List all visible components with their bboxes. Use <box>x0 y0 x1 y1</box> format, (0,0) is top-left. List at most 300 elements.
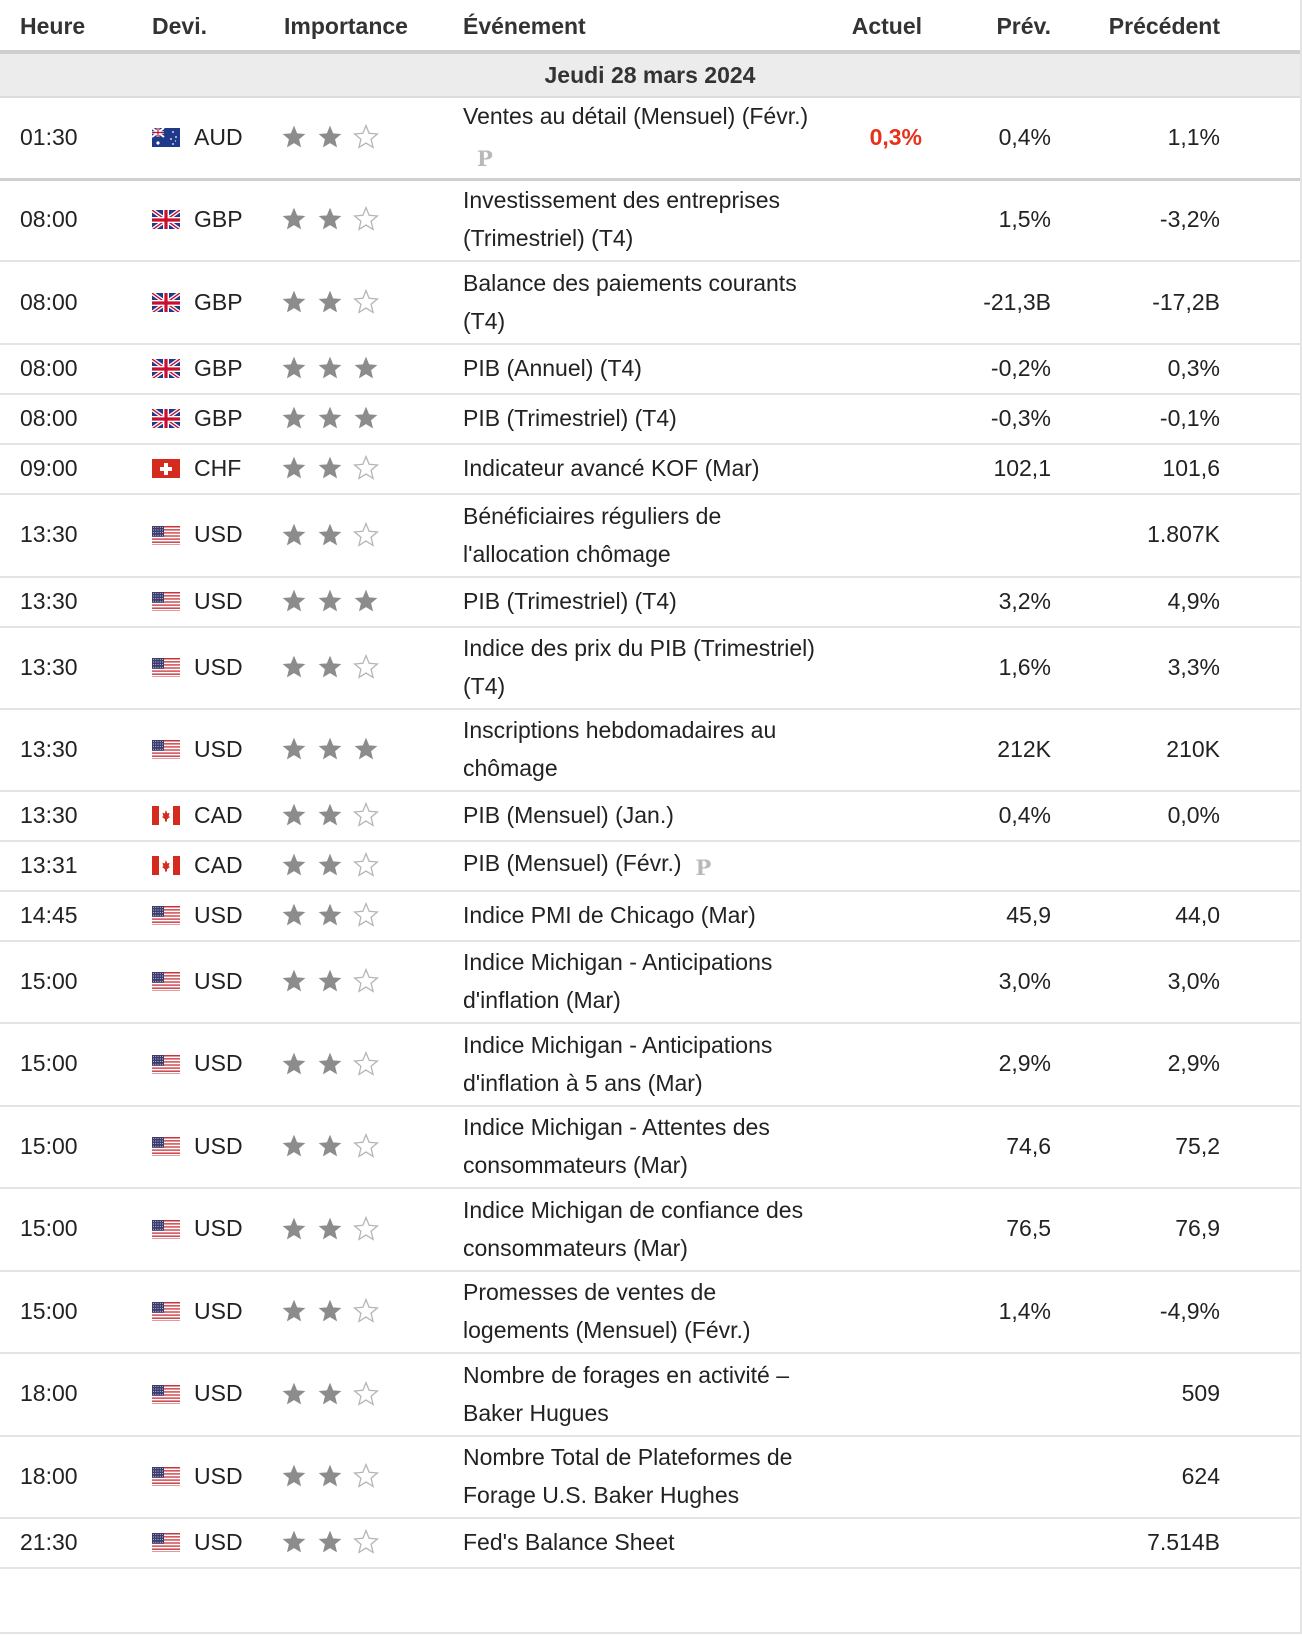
event-forecast: 212K <box>997 735 1051 762</box>
star-empty-icon <box>353 1133 379 1159</box>
importance-rating <box>281 1105 389 1187</box>
event-currency <box>152 1435 243 1517</box>
importance-rating <box>281 790 389 840</box>
event-name-cell[interactable] <box>463 343 823 393</box>
star-filled-icon <box>317 1133 343 1159</box>
star-filled-icon <box>317 522 343 548</box>
event-currency <box>152 1187 243 1270</box>
table-row[interactable] <box>0 1352 1300 1437</box>
importance-rating <box>281 393 389 443</box>
event-name[interactable] <box>463 796 674 834</box>
header-event[interactable]: Événement <box>463 13 586 39</box>
table-row[interactable] <box>0 576 1300 628</box>
currency-code: USD <box>194 967 243 994</box>
table-row[interactable] <box>0 393 1300 445</box>
event-time: 18:00 <box>20 1380 78 1406</box>
star-filled-icon <box>281 736 307 762</box>
header-currency[interactable]: Devi. <box>152 13 207 39</box>
importance-rating <box>281 840 389 890</box>
event-forecast: 0,4% <box>998 801 1051 828</box>
event-forecast: 102,1 <box>993 454 1051 481</box>
star-filled-icon <box>281 1298 307 1324</box>
ca-flag-icon <box>152 855 180 875</box>
currency-code: USD <box>194 901 243 928</box>
event-previous: 3,0% <box>1167 967 1220 994</box>
table-row[interactable] <box>0 178 1300 262</box>
event-forecast: 1,6% <box>998 653 1051 680</box>
currency-code: CAD <box>194 851 243 878</box>
gb-flag-icon <box>152 408 180 428</box>
star-empty-icon <box>353 1051 379 1077</box>
header-importance[interactable]: Importance <box>284 13 408 39</box>
event-name-text[interactable]: Fed's Balance Sheet <box>463 1529 675 1555</box>
star-filled-icon <box>317 355 343 381</box>
currency-code: USD <box>194 1380 243 1406</box>
event-time: 13:30 <box>20 587 78 614</box>
currency-code: USD <box>194 1297 243 1324</box>
star-filled-icon <box>281 289 307 315</box>
event-time: 18:00 <box>20 1462 78 1489</box>
event-forecast: 0,4% <box>998 123 1051 150</box>
event-currency <box>152 393 243 443</box>
event-name[interactable] <box>463 711 823 787</box>
event-name-text[interactable]: Balance des paiements courants (T4) <box>463 270 797 334</box>
star-filled-icon <box>317 405 343 431</box>
event-name-cell[interactable] <box>463 1105 823 1187</box>
event-name-cell[interactable] <box>463 493 823 576</box>
event-currency <box>152 1022 243 1105</box>
event-forecast: 76,5 <box>1006 1215 1051 1241</box>
us-flag-icon <box>152 1384 180 1404</box>
event-name-text[interactable]: Indice des prix du PIB (Trimestriel) (T4) <box>463 635 815 699</box>
star-filled-icon <box>317 1381 343 1407</box>
table-row[interactable] <box>0 443 1300 495</box>
event-name-cell[interactable] <box>463 1435 823 1517</box>
star-filled-icon <box>281 588 307 614</box>
event-name-text[interactable]: Indice Michigan - Anticipations d'inflation (Mar) <box>463 949 773 1013</box>
star-filled-icon <box>317 1529 343 1555</box>
event-currency <box>152 493 243 576</box>
header-actual[interactable]: Actuel <box>851 13 922 39</box>
star-empty-icon <box>353 1381 379 1407</box>
importance-rating <box>281 1517 389 1567</box>
event-name-cell[interactable] <box>463 1517 823 1567</box>
event-name-text[interactable]: Indice Michigan de confiance des consommateurs (Mar) <box>463 1196 804 1261</box>
star-empty-icon <box>353 1216 379 1242</box>
event-name-text[interactable]: Indice PMI de Chicago (Mar) <box>463 902 756 928</box>
us-flag-icon <box>152 1136 180 1156</box>
table-row[interactable] <box>0 261 1300 345</box>
star-filled-icon <box>317 588 343 614</box>
us-flag-icon <box>152 1532 180 1552</box>
event-forecast: 3,0% <box>998 967 1051 994</box>
day-separator: Jeudi 28 mars 2024 <box>0 54 1300 98</box>
us-flag-icon <box>152 1301 180 1321</box>
event-name-cell[interactable] <box>463 1187 823 1270</box>
star-filled-icon <box>317 455 343 481</box>
event-previous: 1,1% <box>1167 123 1220 150</box>
star-empty-icon <box>353 1463 379 1489</box>
event-name[interactable] <box>463 1026 823 1102</box>
event-name[interactable] <box>463 896 756 934</box>
event-name-cell[interactable] <box>463 708 823 790</box>
gb-flag-icon <box>152 358 180 378</box>
event-time: 01:30 <box>20 123 78 150</box>
event-name-cell[interactable] <box>463 626 823 708</box>
event-currency <box>152 443 241 493</box>
importance-rating <box>281 1022 389 1105</box>
event-name-text[interactable]: Indice Michigan - Anticipations d'inflation à 5 ans (Mar) <box>463 1031 773 1096</box>
event-name-cell[interactable] <box>463 1022 823 1105</box>
event-previous: 76,9 <box>1175 1215 1220 1241</box>
event-name-cell[interactable] <box>463 393 823 443</box>
table-row[interactable] <box>0 708 1300 792</box>
event-currency <box>152 343 243 393</box>
event-name-cell[interactable] <box>463 790 823 840</box>
importance-rating <box>281 493 389 576</box>
event-name[interactable] <box>463 399 677 437</box>
event-name-text[interactable]: Bénéficiaires réguliers de l'allocation chômage <box>463 502 722 567</box>
currency-code: USD <box>194 1528 243 1555</box>
importance-rating <box>281 96 389 178</box>
event-name[interactable] <box>463 1523 675 1561</box>
header-previous[interactable]: Précédent <box>1108 13 1220 39</box>
table-row[interactable] <box>0 343 1300 395</box>
star-filled-icon <box>353 736 379 762</box>
star-empty-icon <box>353 289 379 315</box>
event-previous: 7.514B <box>1147 1528 1220 1555</box>
event-name-text[interactable]: PIB (Mensuel) (Jan.) <box>463 802 674 828</box>
event-currency <box>152 626 243 708</box>
event-previous: -17,2B <box>1152 288 1220 315</box>
us-flag-icon <box>152 525 180 545</box>
star-filled-icon <box>317 902 343 928</box>
event-currency <box>152 96 243 178</box>
star-filled-icon <box>317 736 343 762</box>
currency-code: USD <box>194 735 243 762</box>
star-filled-icon <box>317 802 343 828</box>
event-time: 15:00 <box>20 967 78 994</box>
star-filled-icon <box>281 1381 307 1407</box>
event-previous: 101,6 <box>1162 454 1220 481</box>
star-filled-icon <box>353 355 379 381</box>
star-filled-icon <box>281 1216 307 1242</box>
event-currency <box>152 1105 243 1187</box>
event-currency <box>152 1517 243 1567</box>
event-time: 08:00 <box>20 205 78 232</box>
star-empty-icon <box>353 1529 379 1555</box>
event-name-cell[interactable] <box>463 261 823 343</box>
ch-flag-icon <box>152 458 180 478</box>
event-currency <box>152 261 243 343</box>
table-row[interactable] <box>0 1435 1300 1519</box>
currency-code: CHF <box>194 454 242 481</box>
event-previous: 624 <box>1181 1462 1220 1489</box>
star-empty-icon <box>353 852 379 878</box>
event-name[interactable] <box>463 844 711 887</box>
event-currency <box>152 840 243 890</box>
event-name[interactable] <box>463 497 823 573</box>
currency-code: USD <box>194 521 243 547</box>
star-filled-icon <box>353 405 379 431</box>
star-empty-icon <box>353 654 379 680</box>
importance-rating <box>281 1270 389 1352</box>
event-name-cell[interactable] <box>463 940 823 1022</box>
star-filled-icon <box>317 206 343 232</box>
star-filled-icon <box>317 1298 343 1324</box>
event-name[interactable] <box>463 1356 823 1432</box>
event-name[interactable] <box>463 1191 823 1267</box>
currency-code: USD <box>194 587 243 614</box>
event-name-text[interactable]: PIB (Annuel) (T4) <box>463 355 642 381</box>
event-name-cell[interactable] <box>463 1352 823 1435</box>
header-time[interactable]: Heure <box>20 13 86 39</box>
currency-code: USD <box>194 1215 243 1241</box>
event-name-text[interactable]: Ventes au détail (Mensuel) (Févr.) <box>463 102 809 129</box>
event-previous: 4,9% <box>1167 587 1220 614</box>
event-time: 08:00 <box>20 354 78 381</box>
us-flag-icon <box>152 971 180 991</box>
star-filled-icon <box>281 852 307 878</box>
importance-rating <box>281 890 389 940</box>
us-flag-icon <box>152 1054 180 1074</box>
ca-flag-icon <box>152 805 180 825</box>
event-name-text[interactable]: Nombre de forages en activité – Baker Hugues <box>463 1361 790 1426</box>
event-currency <box>152 708 243 790</box>
event-name-cell[interactable] <box>463 840 823 890</box>
event-forecast: 1,4% <box>998 1297 1051 1324</box>
us-flag-icon <box>152 905 180 925</box>
star-filled-icon <box>281 355 307 381</box>
event-forecast: 45,9 <box>1006 901 1051 928</box>
event-name-cell[interactable] <box>463 1270 823 1352</box>
star-filled-icon <box>353 588 379 614</box>
star-filled-icon <box>317 654 343 680</box>
event-name[interactable] <box>463 349 642 387</box>
currency-code: CAD <box>194 801 243 828</box>
star-filled-icon <box>281 1463 307 1489</box>
us-flag-icon <box>152 1219 180 1239</box>
importance-rating <box>281 940 389 1022</box>
event-name-text[interactable]: Inscriptions hebdomadaires au chômage <box>463 717 777 781</box>
table-row[interactable] <box>0 96 1300 181</box>
event-previous: 2,9% <box>1167 1050 1220 1076</box>
event-time: 21:30 <box>20 1528 78 1555</box>
importance-rating <box>281 1187 389 1270</box>
event-currency <box>152 576 243 626</box>
star-filled-icon <box>317 852 343 878</box>
currency-code: USD <box>194 653 243 680</box>
event-previous: -4,9% <box>1159 1297 1220 1324</box>
event-time: 13:30 <box>20 735 78 762</box>
event-name[interactable] <box>463 449 760 487</box>
table-row[interactable] <box>0 790 1300 842</box>
event-name-text[interactable]: Nombre Total de Plateformes de Forage U.S. Baker Hughes <box>463 1444 793 1508</box>
event-currency <box>152 178 243 260</box>
importance-rating <box>281 343 389 393</box>
table-row[interactable] <box>0 940 1300 1024</box>
event-time: 13:30 <box>20 521 78 547</box>
event-time: 15:00 <box>20 1050 78 1076</box>
event-name-cell[interactable] <box>463 443 823 493</box>
event-time: 13:31 <box>20 851 78 878</box>
star-empty-icon <box>353 124 379 150</box>
event-previous: 509 <box>1181 1380 1220 1406</box>
event-time: 08:00 <box>20 288 78 315</box>
currency-code: USD <box>194 1050 243 1076</box>
event-time: 14:45 <box>20 901 78 928</box>
us-flag-icon <box>152 591 180 611</box>
event-currency <box>152 790 243 840</box>
us-flag-icon <box>152 657 180 677</box>
event-currency <box>152 1352 243 1435</box>
event-name-text[interactable]: Indicateur avancé KOF (Mar) <box>463 455 760 481</box>
event-name-cell[interactable] <box>463 576 823 626</box>
currency-code: GBP <box>194 288 243 315</box>
currency-code: USD <box>194 1132 243 1159</box>
event-currency <box>152 940 243 1022</box>
event-time: 13:30 <box>20 653 78 680</box>
star-filled-icon <box>317 289 343 315</box>
gb-flag-icon <box>152 292 180 312</box>
star-empty-icon <box>353 802 379 828</box>
event-name-text[interactable]: PIB (Trimestriel) (T4) <box>463 405 677 431</box>
star-empty-icon <box>353 968 379 994</box>
star-filled-icon <box>281 1133 307 1159</box>
event-forecast: 74,6 <box>1006 1132 1051 1159</box>
table-header <box>0 0 1300 54</box>
event-actual: 0,3% <box>869 123 922 150</box>
au-flag-icon <box>152 127 180 147</box>
event-name-text[interactable]: PIB (Mensuel) (Févr.) <box>463 849 682 876</box>
event-name-cell[interactable] <box>463 890 823 940</box>
star-filled-icon <box>281 124 307 150</box>
table-row[interactable] <box>0 1270 1300 1354</box>
importance-rating <box>281 443 389 493</box>
currency-code: AUD <box>194 123 243 150</box>
star-filled-icon <box>281 206 307 232</box>
event-name-cell[interactable] <box>463 178 823 260</box>
us-flag-icon <box>152 1466 180 1486</box>
event-time: 09:00 <box>20 454 78 481</box>
gb-flag-icon <box>152 209 180 229</box>
event-name-text[interactable]: Promesses de ventes de logements (Mensuel) (Févr.) <box>463 1279 751 1343</box>
event-name[interactable] <box>463 264 823 340</box>
event-currency <box>152 890 243 940</box>
event-name-text[interactable]: Indice Michigan - Attentes des consommateurs (Mar) <box>463 1114 770 1178</box>
star-filled-icon <box>281 802 307 828</box>
event-forecast: -0,3% <box>990 404 1051 431</box>
event-name[interactable] <box>463 1273 823 1349</box>
star-empty-icon <box>353 902 379 928</box>
event-previous: 75,2 <box>1175 1132 1220 1159</box>
table-row[interactable] <box>0 890 1300 942</box>
table-row[interactable] <box>0 840 1300 892</box>
importance-rating <box>281 261 389 343</box>
importance-rating <box>281 1352 389 1435</box>
preliminary-badge-icon: P <box>695 854 712 880</box>
event-name[interactable] <box>463 943 823 1019</box>
event-forecast: 3,2% <box>998 587 1051 614</box>
table-row[interactable] <box>0 1517 1300 1569</box>
star-empty-icon <box>353 522 379 548</box>
event-name[interactable] <box>463 629 823 705</box>
preliminary-badge-icon: P <box>477 145 493 171</box>
importance-rating <box>281 576 389 626</box>
star-filled-icon <box>317 1051 343 1077</box>
star-filled-icon <box>281 405 307 431</box>
importance-rating <box>281 626 389 708</box>
event-previous: 210K <box>1166 735 1220 762</box>
currency-code: GBP <box>194 205 243 232</box>
event-previous: 0,3% <box>1167 354 1220 381</box>
table-row[interactable] <box>0 1022 1300 1107</box>
star-filled-icon <box>281 1529 307 1555</box>
event-previous: -0,1% <box>1159 404 1220 431</box>
us-flag-icon <box>152 739 180 759</box>
importance-rating <box>281 178 389 260</box>
event-name-text[interactable]: PIB (Trimestriel) (T4) <box>463 588 677 614</box>
event-forecast: -0,2% <box>990 354 1051 381</box>
currency-code: GBP <box>194 404 243 431</box>
event-previous: 1.807K <box>1147 521 1220 547</box>
star-filled-icon <box>317 968 343 994</box>
event-name-text[interactable]: Investissement des entreprises (Trimestriel) (T4) <box>463 187 781 251</box>
event-previous: 3,3% <box>1167 653 1220 680</box>
table-row[interactable] <box>0 1187 1300 1272</box>
event-forecast: 2,9% <box>998 1050 1051 1076</box>
event-previous: 44,0 <box>1175 901 1220 928</box>
event-time: 15:00 <box>20 1297 78 1324</box>
event-name[interactable] <box>463 582 677 620</box>
star-empty-icon <box>353 1298 379 1324</box>
star-filled-icon <box>281 455 307 481</box>
star-filled-icon <box>317 1463 343 1489</box>
event-previous: 0,0% <box>1167 801 1220 828</box>
event-time: 15:00 <box>20 1215 78 1241</box>
event-name[interactable] <box>463 181 823 257</box>
event-time: 13:30 <box>20 801 78 828</box>
event-time: 08:00 <box>20 404 78 431</box>
currency-code: GBP <box>194 354 243 381</box>
importance-rating <box>281 1435 389 1517</box>
table-row[interactable] <box>0 493 1300 578</box>
importance-rating <box>281 708 389 790</box>
event-time: 15:00 <box>20 1132 78 1159</box>
event-currency <box>152 1270 243 1352</box>
star-filled-icon <box>317 1216 343 1242</box>
star-filled-icon <box>281 522 307 548</box>
star-empty-icon <box>353 206 379 232</box>
event-name[interactable] <box>463 1108 823 1184</box>
star-filled-icon <box>281 902 307 928</box>
currency-code: USD <box>194 1462 243 1489</box>
event-name[interactable] <box>463 97 823 178</box>
event-previous: -3,2% <box>1159 205 1220 232</box>
star-filled-icon <box>281 654 307 680</box>
table-row[interactable] <box>0 1105 1300 1189</box>
event-name-cell[interactable] <box>463 96 823 178</box>
header-forecast[interactable]: Prév. <box>996 13 1051 39</box>
event-forecast: 1,5% <box>998 205 1051 232</box>
table-row[interactable] <box>0 626 1300 710</box>
star-filled-icon <box>281 1051 307 1077</box>
star-empty-icon <box>353 455 379 481</box>
star-filled-icon <box>317 124 343 150</box>
event-name[interactable] <box>463 1438 823 1514</box>
star-filled-icon <box>281 968 307 994</box>
event-forecast: -21,3B <box>983 288 1051 315</box>
